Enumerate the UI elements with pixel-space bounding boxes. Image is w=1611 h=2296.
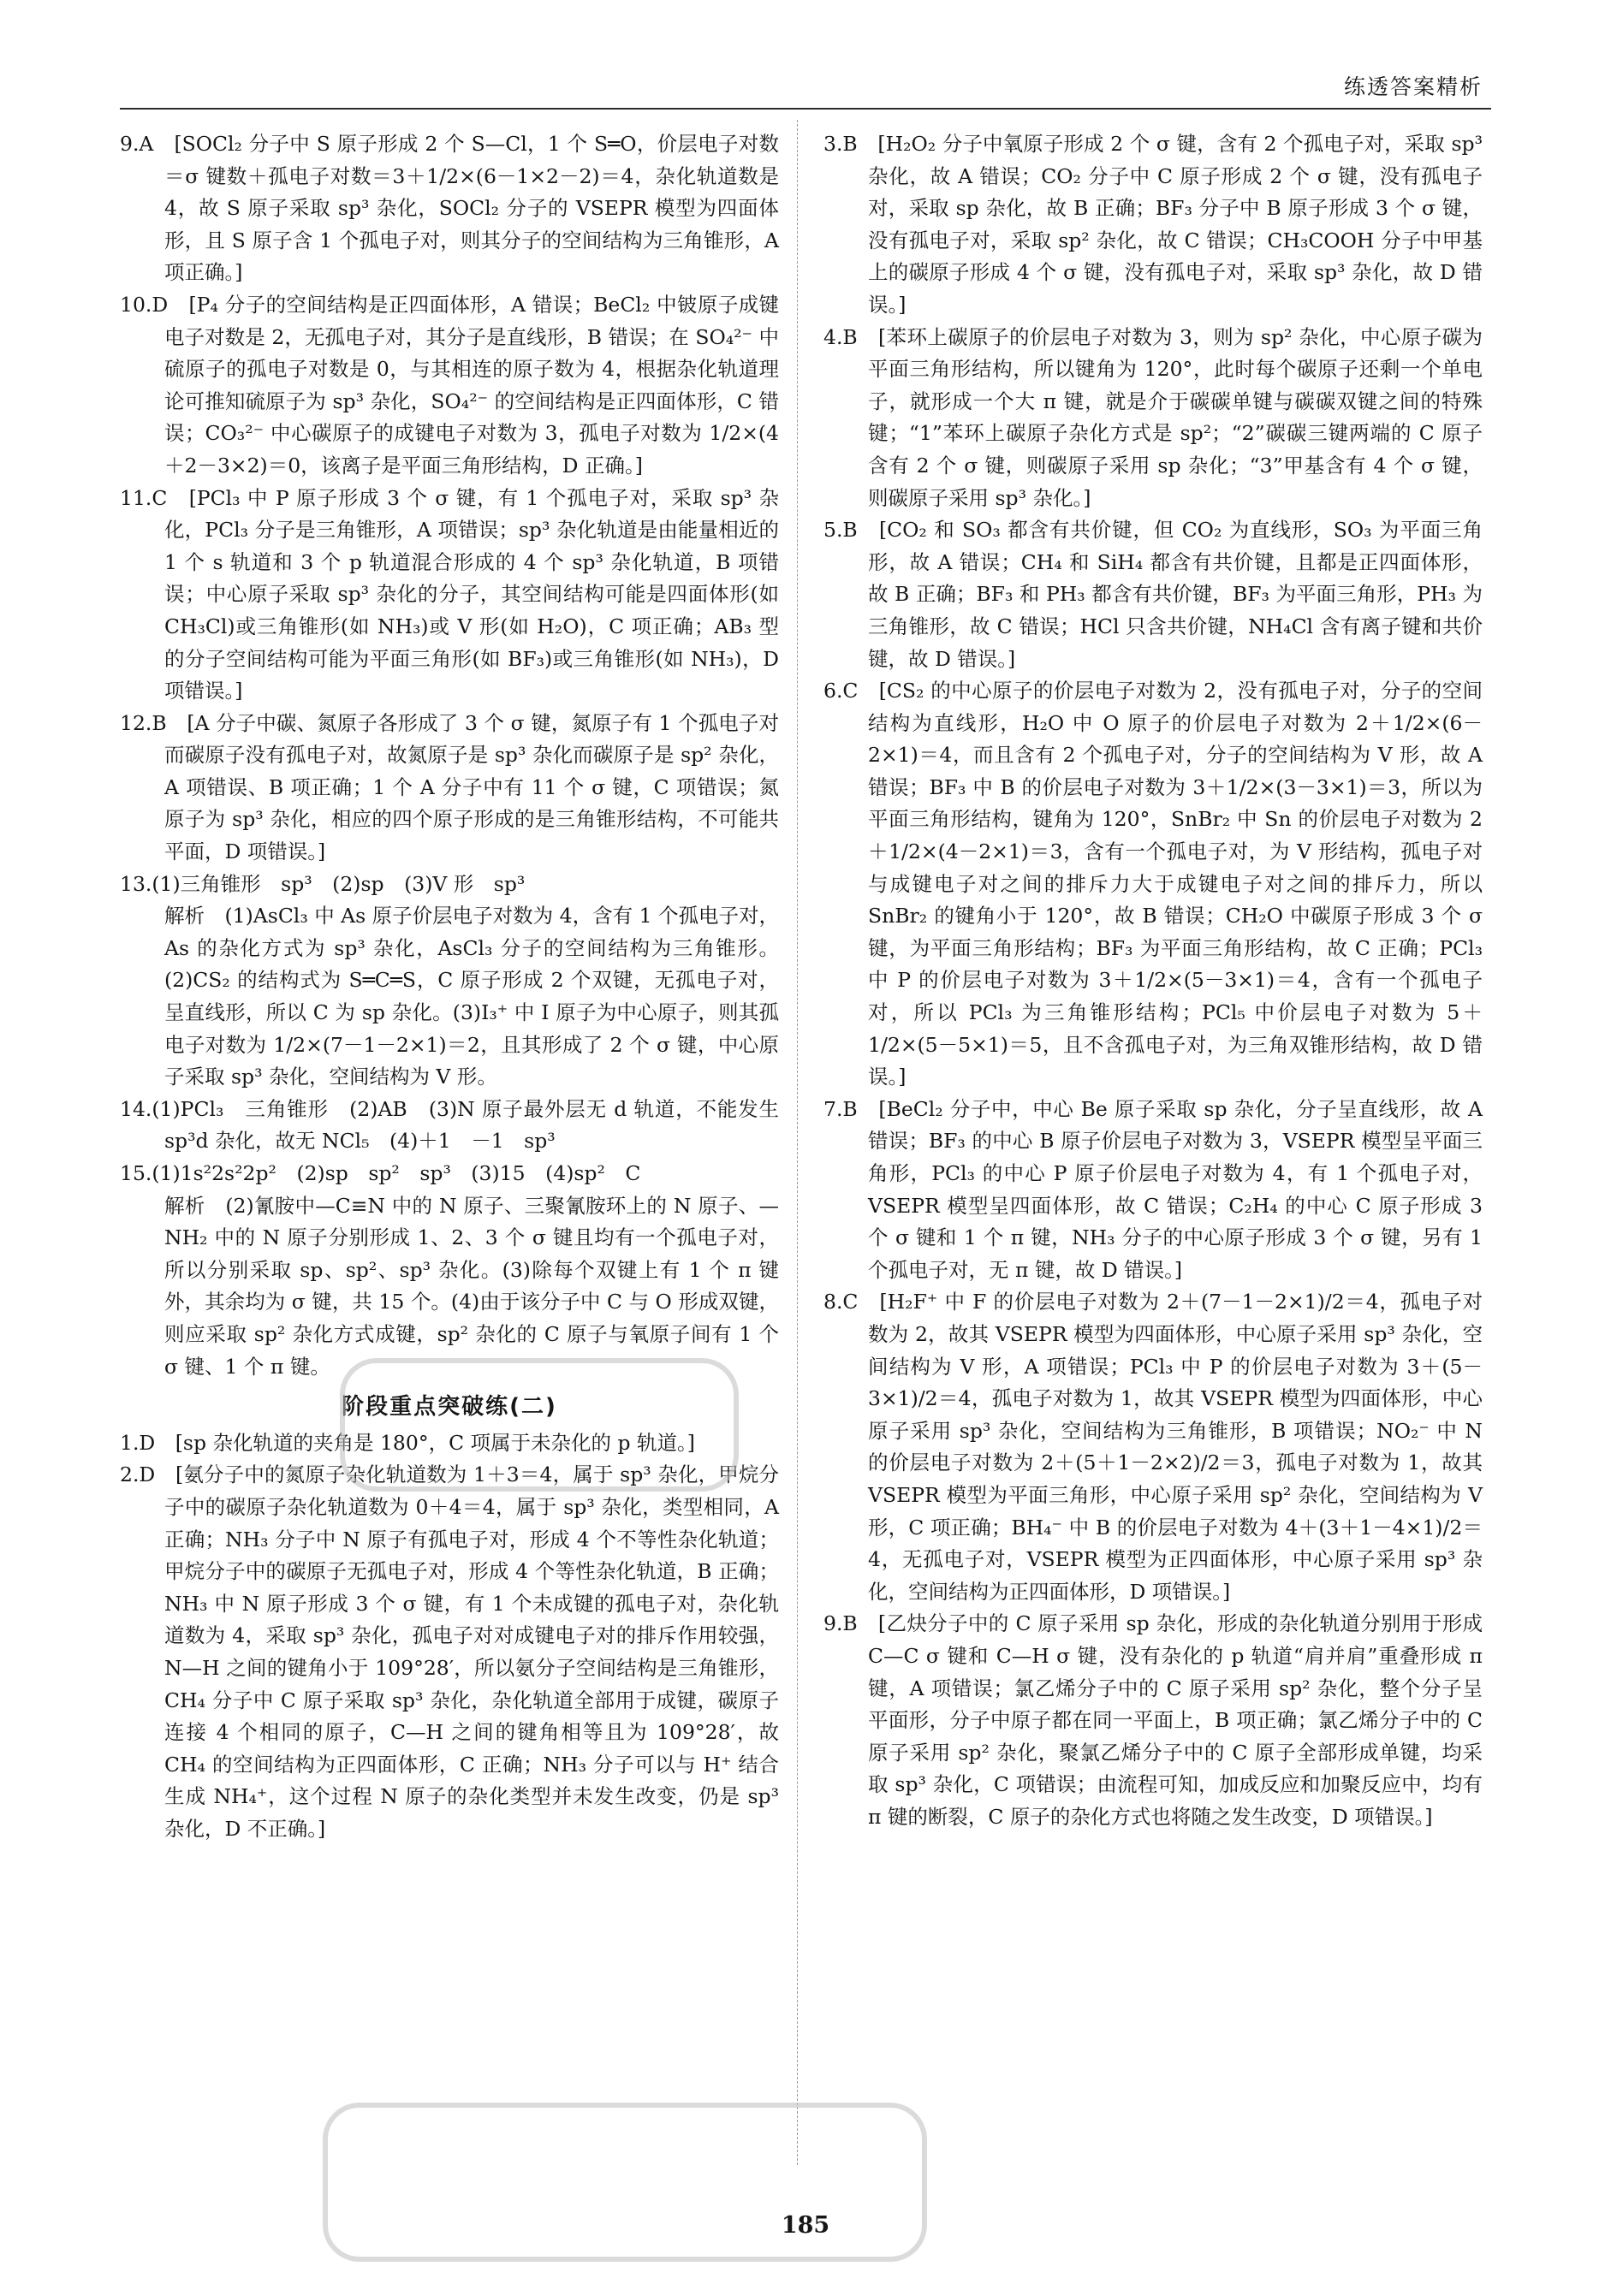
analysis-paragraph: 解析 (2)氰胺中—C≡N 中的 N 原子、三聚氰胺环上的 N 原子、—NH₂ 中的 N 原子分别形成 1、2、3 个 σ 键且均有一个孤电子对，所以分别采取 sp、sp²、sp³ 杂化。(3)除每个双键上有 1 个 π 键外，其余均为 σ 键，共 15 个。(4)由于该分子中 C 与 O 形成双键，则应采取 sp² 杂化方式成键，sp² 杂化的 C 原子与氧原子间有 1 个 σ 键、1 个 π 键。 — [164, 1193, 779, 1379]
answer-item: 1.D [sp 杂化轨道的夹角是 180°，C 项属于未杂化的 p 轨道。] — [120, 1430, 695, 1455]
section-title: 阶段重点突破练(二) — [342, 1394, 557, 1421]
column-divider — [797, 120, 798, 2165]
answer-item: 12.B [A 分子中碳、氮原子各形成了 3 个 σ 键，氮原子有 1 个孤电子对而碳原子没有孤电子对，故氮原子是 sp³ 杂化而碳原子是 sp² 杂化，A 项错误、B 项正确；1 个 A 分子中有 11 个 σ 键，C 项错误；氮原子为 sp³ 杂化，相应的四个原子形成的是三角锥形结构，不可能共平面，D 项错误。] — [120, 710, 779, 864]
answer-item: 10.D [P₄ 分子的空间结构是正四面体形，A 错误；BeCl₂ 中铍原子成键电子对数是 2，无孤电子对，其分子是直线形，B 错误；在 SO₄²⁻ 中硫原子的孤电子对数是 0，与其相连的原子数为 4，根据杂化轨道理论可推知硫原子为 sp³ 杂化，SO₄²⁻ 的空间结构是正四面体形，C 错误；CO₃²⁻ 中心碳原子的成键电子对数为 3，孤电子对数为 1/2×(4＋2－3×2)＝0，该离子是平面三角形结构，D 正确。] — [120, 292, 779, 478]
answer-item: 11.C [PCl₃ 中 P 原子形成 3 个 σ 键，有 1 个孤电子对，采取 sp³ 杂化，PCl₃ 分子是三角锥形，A 项错误；sp³ 杂化轨道是由能量相近的 1 个 s 轨道和 3 个 p 轨道混合形成的 4 个 sp³ 杂化轨道，B 项错误；中心原子采取 sp³ 杂化的分子，其空间结构可能是四面体形(如 CH₃Cl)或三角锥形(如 NH₃)或 V 形(如 H₂O)，C 项正确；AB₃ 型的分子空间结构可能为平面三角形(如 BF₃)或三角锥形(如 NH₃)，D 项错误。] — [120, 485, 779, 703]
answer-item: 8.C [H₂F⁺ 中 F 的价层电子对数为 2＋(7－1－2×1)/2＝4，孤电子对数为 2，故其 VSEPR 模型为四面体形，中心原子采用 sp³ 杂化，空间结构为 V 形，A 项错误；PCl₃ 中 P 的价层电子对数为 3＋(5－3×1)/2＝4，孤电子对数为 1，故其 VSEPR 模型为四面体形，中心原子采用 sp³ 杂化，空间结构为三角锥形，B 项错误；NO₂⁻ 中 N 的价层电子对数为 2＋(5＋1－2×2)/2＝3，孤电子对数为 1，故其 VSEPR 模型为平面三角形，中心原子采用 sp² 杂化，空间结构为 V 形，C 项正确；BH₄⁻ 中 B 的价层电子对数为 4＋(3＋1－4×1)/2＝4，无孤电子对，VSEPR 模型为正四面体形，中心原子采用 sp³ 杂化，空间结构为正四面体形，D 项错误。] — [823, 1290, 1483, 1604]
header-rule — [120, 108, 1491, 110]
answer-item: 6.C [CS₂ 的中心原子的价层电子对数为 2，没有孤电子对，分子的空间结构为直线形，H₂O 中 O 原子的价层电子对数为 2＋1/2×(6－2×1)＝4，而且含有 2 个孤电子对，分子的空间结构为 V 形，故 A 错误；BF₃ 中 B 的价层电子对数为 3＋1/2×(3－3×1)＝3，所以为平面三角形结构，键角为 120°，SnBr₂ 中 Sn 的价层电子对数为 2＋1/2×(4－2×1)＝3，含有一个孤电子对，为 V 形结构，孤电子对与成键电子对之间的排斥力大于成键电子对之间的排斥力，所以 SnBr₂ 的键角小于 120°，故 B 错误；CH₂O 中碳原子形成 3 个 σ 键，为平面三角形结构；BF₃ 为平面三角形结构，故 C 正确；PCl₃ 中 P 的价层电子对数为 3＋1/2×(5－3×1)＝4，含有一个孤电子对，所以 PCl₃ 为三角锥形结构；PCl₅ 中价层电子对数为 5＋1/2×(5－5×1)＝5，且不含孤电子对，为三角双锥形结构，故 D 错误。] — [823, 679, 1483, 1089]
answer-item: 13.(1)三角锥形 sp³ (2)sp (3)V 形 sp³ — [120, 871, 526, 896]
answer-item: 5.B [CO₂ 和 SO₃ 都含有共价键，但 CO₂ 为直线形，SO₃ 为平面三角形，故 A 错误；CH₄ 和 SiH₄ 都含有共价键，且都是正四面体形，故 B 正确；BF₃ 和 PH₃ 都含有共价键，BF₃ 为平面三角形，PH₃ 为三角锥形，故 C 错误；HCl 只含共价键，NH₄Cl 含有离子键和共价键，故 D 错误。] — [823, 518, 1483, 671]
page-number: 185 — [781, 2212, 830, 2239]
analysis-paragraph: 解析 (1)AsCl₃ 中 As 原子价层电子对数为 4，含有 1 个孤电子对，As 的杂化方式为 sp³ 杂化，AsCl₃ 分子的空间结构为三角锥形。(2)CS₂ 的结构式为 S═C═S，C 原子形成 2 个双键，无孤电子对，呈直线形，所以 C 为 sp 杂化。(3)I₃⁺ 中 I 原子为中心原子，则其孤电子对数为 1/2×(7－1－2×1)＝2，且其形成了 2 个 σ 键，中心原子采取 sp³ 杂化，空间结构为 V 形。 — [164, 904, 779, 1089]
answer-item: 14.(1)PCl₃ 三角锥形 (2)AB (3)N 原子最外层无 d 轨道，不能发生 sp³d 杂化，故无 NCl₅ (4)＋1 －1 sp³ — [120, 1096, 779, 1154]
answer-item: 9.B [乙炔分子中的 C 原子采用 sp 杂化，形成的杂化轨道分别用于形成 C—C σ 键和 C—H σ 键，没有杂化的 p 轨道“肩并肩”重叠形成 π 键，A 项错误；氯乙烯分子中的 C 原子采用 sp² 杂化，整个分子呈平面形，分子中原子都在同一平面上，B 项正确；氯乙烯分子中的 C 原子采用 sp² 杂化，聚氯乙烯分子中的 C 原子全部形成单键，均采取 sp³ 杂化，C 项错误；由流程可知，加成反应和加聚反应中，均有 π 键的断裂，C 原子的杂化方式也将随之发生改变，D 项错误。] — [823, 1611, 1483, 1829]
answer-item: 3.B [H₂O₂ 分子中氧原子形成 2 个 σ 键，含有 2 个孤电子对，采取 sp³ 杂化，故 A 错误；CO₂ 分子中 C 原子形成 2 个 σ 键，没有孤电子对，采取 sp 杂化，故 B 正确；BF₃ 分子中 B 原子形成 3 个 σ 键，没有孤电子对，采取 sp² 杂化，故 C 错误；CH₃COOH 分子中甲基上的碳原子形成 4 个 σ 键，没有孤电子对，采取 sp³ 杂化，故 D 错误。] — [823, 132, 1483, 317]
answer-item: 9.A [SOCl₂ 分子中 S 原子形成 2 个 S—Cl，1 个 S═O，价层电子对数＝σ 键数＋孤电子对数＝3＋1/2×(6－1×2－2)＝4，杂化轨道数是 4，故 S 原子采取 sp³ 杂化，SOCl₂ 分子的 VSEPR 模型为四面体形，且 S 原子含 1 个孤电子对，则其分子的空间结构为三角锥形，A 项正确。] — [120, 132, 779, 285]
answer-item: 4.B [苯环上碳原子的价层电子对数为 3，则为 sp² 杂化，中心原子碳为平面三角形结构，所以键角为 120°，此时每个碳原子还剩一个单电子，就形成一个大 π 键，就是介于碳碳单键与碳碳双键之间的特殊键；“1”苯环上碳原子杂化方式是 sp²；“2”碳碳三键两端的 C 原子含有 2 个 σ 键，则碳原子采用 sp 杂化；“3”甲基含有 4 个 σ 键，则碳原子采用 sp³ 杂化。] — [823, 324, 1483, 510]
running-header: 练透答案精析 — [1343, 74, 1483, 99]
answer-item: 7.B [BeCl₂ 分子中，中心 Be 原子采取 sp 杂化，分子呈直线形，故 A 错误；BF₃ 的中心 B 原子价层电子对数为 3，VSEPR 模型呈平面三角形，PCl₃ 的中心 P 原子价层电子对数为 4，有 1 个孤电子对，VSEPR 模型呈四面体形，故 C 错误；C₂H₄ 的中心 C 原子形成 3 个 σ 键和 1 个 π 键，NH₃ 分子的中心原子形成 3 个 σ 键，另有 1 个孤电子对，无 π 键，故 D 错误。] — [823, 1096, 1483, 1282]
right-column — [823, 128, 1483, 1833]
answer-item: 15.(1)1s²2s²2p² (2)sp sp² sp³ (3)15 (4)sp² C — [120, 1161, 641, 1185]
left-column — [120, 128, 779, 1845]
answer-item: 2.D [氨分子中的氮原子杂化轨道数为 1＋3＝4，属于 sp³ 杂化，甲烷分子中的碳原子杂化轨道数为 0＋4＝4，属于 sp³ 杂化，类型相同，A 正确；NH₃ 分子中 N 原子有孤电子对，形成 4 个不等性杂化轨道；甲烷分子中的碳原子无孤电子对，形成 4 个等性杂化轨道，B 正确；NH₃ 中 N 原子形成 3 个 σ 键，有 1 个未成键的孤电子对，杂化轨道数为 4，采取 sp³ 杂化，孤电子对对成键电子对的排斥作用较强，N—H 之间的键角小于 109°28′，所以氨分子空间结构是三角锥形，CH₄ 分子中 C 原子采取 sp³ 杂化，杂化轨道全部用于成键，碳原子连接 4 个相同的原子，C—H 之间的键角相等且为 109°28′，故 CH₄ 的空间结构为正四面体形，C 正确；NH₃ 分子可以与 H⁺ 结合生成 NH₄⁺，这个过程 N 原子的杂化类型并未发生改变，仍是 sp³ 杂化，D 不正确。] — [120, 1462, 779, 1841]
